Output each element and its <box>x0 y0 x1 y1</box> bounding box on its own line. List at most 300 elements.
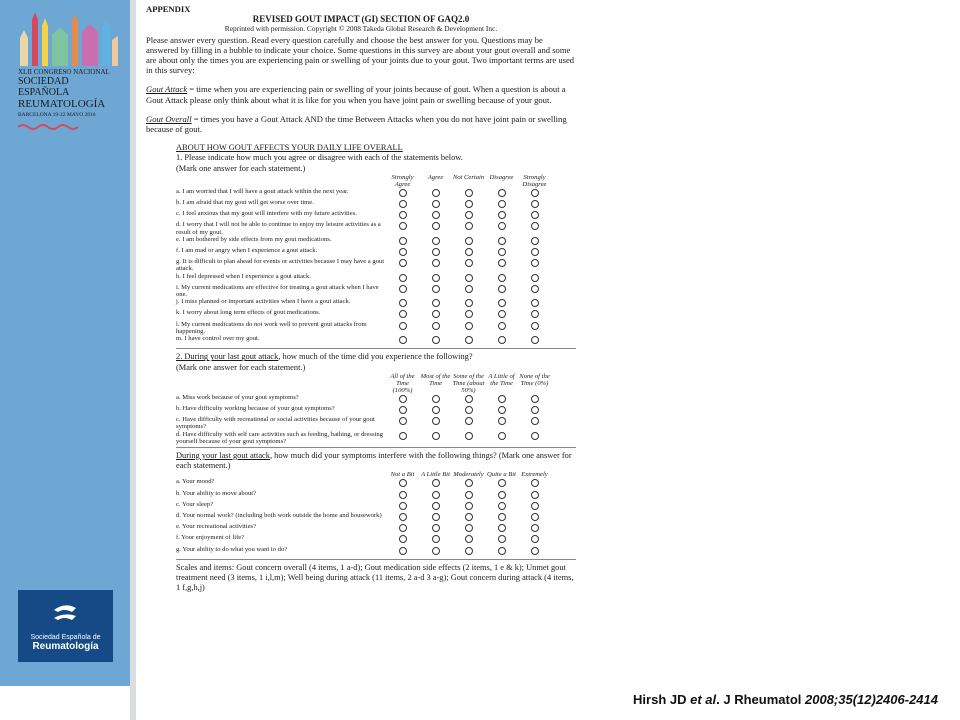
answer-bubble-icon <box>465 259 473 267</box>
answer-cell <box>485 199 518 210</box>
answer-cell <box>485 431 518 445</box>
answer-cell <box>386 534 419 545</box>
answer-cell <box>485 321 518 335</box>
citation-journal: . J Rheumatol <box>716 692 805 707</box>
answer-bubble-icon <box>498 248 506 256</box>
answer-bubble-icon <box>465 524 473 532</box>
answer-cell <box>485 546 518 557</box>
table-row <box>176 416 551 430</box>
table-row <box>176 247 551 258</box>
answer-cell <box>419 431 452 445</box>
section3-heading-underlined: During your last gout attack <box>176 450 270 460</box>
ser-emblem-icon <box>50 602 80 626</box>
answer-cell <box>452 523 485 534</box>
column-header: Extremely <box>521 471 548 479</box>
answer-bubble-icon <box>465 417 473 425</box>
answer-bubble-icon <box>531 502 539 510</box>
answer-cell <box>518 199 551 210</box>
answer-bubble-icon <box>531 432 539 440</box>
answer-bubble-icon <box>465 248 473 256</box>
answer-cell <box>386 512 419 523</box>
table-row <box>176 490 551 501</box>
table-header-row <box>176 373 551 394</box>
answer-bubble-icon <box>465 502 473 510</box>
answer-cell <box>386 210 419 221</box>
section3-heading <box>176 451 576 471</box>
answer-cell <box>518 221 551 235</box>
answer-bubble-icon <box>531 222 539 230</box>
answer-cell <box>452 247 485 258</box>
answer-bubble-icon <box>531 491 539 499</box>
answer-cell <box>452 309 485 320</box>
answer-bubble-icon <box>399 417 407 425</box>
answer-cell <box>452 284 485 298</box>
header-spacer <box>176 174 386 188</box>
answer-cell <box>485 247 518 258</box>
answer-cell <box>419 490 452 501</box>
answer-bubble-icon <box>465 336 473 344</box>
answer-cell <box>419 273 452 284</box>
answer-cell <box>485 394 518 405</box>
answer-bubble-icon <box>531 535 539 543</box>
answer-bubble-icon <box>465 479 473 487</box>
answer-cell <box>386 284 419 298</box>
table-row <box>176 394 551 405</box>
column-header: Agree <box>427 173 444 181</box>
sidebar-divider <box>130 0 136 720</box>
section2-instruction: (Mark one answer for each statement.) <box>176 362 306 372</box>
answer-cell <box>485 284 518 298</box>
answer-bubble-icon <box>498 336 506 344</box>
header-spacer <box>176 373 386 394</box>
answer-cell <box>386 394 419 405</box>
citation-authors: Hirsh JD <box>633 692 691 707</box>
answer-cell <box>452 210 485 221</box>
answer-cell <box>452 512 485 523</box>
answer-cell <box>452 298 485 309</box>
answer-cell <box>452 188 485 199</box>
answer-bubble-icon <box>465 547 473 555</box>
answer-cell <box>386 236 419 247</box>
answer-bubble-icon <box>432 189 440 197</box>
answer-bubble-icon <box>432 479 440 487</box>
answer-bubble-icon <box>432 200 440 208</box>
answer-bubble-icon <box>432 211 440 219</box>
answer-bubble-icon <box>498 322 506 330</box>
answer-bubble-icon <box>399 491 407 499</box>
answer-cell <box>386 490 419 501</box>
answer-cell <box>485 416 518 430</box>
answer-bubble-icon <box>399 248 407 256</box>
answer-cell <box>452 416 485 430</box>
section2-heading <box>176 352 576 362</box>
answer-cell <box>419 512 452 523</box>
answer-bubble-icon <box>531 547 539 555</box>
answer-cell <box>452 258 485 272</box>
answer-cell <box>485 534 518 545</box>
item-statement: b. Have difficulty working because of your gout symptoms? <box>176 404 335 412</box>
table-row <box>176 523 551 534</box>
answer-cell <box>518 394 551 405</box>
answer-cell <box>386 546 419 557</box>
answer-cell <box>485 258 518 272</box>
answer-cell <box>419 534 452 545</box>
answer-bubble-icon <box>432 491 440 499</box>
answer-cell <box>452 534 485 545</box>
section1-instruction: (Mark one answer for each statement.) <box>176 163 306 173</box>
item-statement: a. I am worried that I will have a gout attack within the next year. <box>176 187 349 195</box>
divider <box>176 559 576 560</box>
ser-logo-line-1: Sociedad Española de <box>30 634 101 641</box>
answer-bubble-icon <box>465 310 473 318</box>
item-statement: m. I have control over my gout. <box>176 335 260 343</box>
answer-cell <box>518 309 551 320</box>
divider <box>176 348 576 349</box>
answer-cell <box>485 523 518 534</box>
citation-ref: 2008;35(12)2406-2414 <box>805 692 938 707</box>
scales-and-items: Scales and items: Gout concern overall (4 items, 1 a-d); Gout medication side effects (2 items, 1 e & k); Unmet gout treatment need (3 items, 1 i,l,m); Well being during attack (11 items, 2 a-d 3 a-g); Gout concern during attack (4 items, 1 f,g,h,j) <box>176 562 574 593</box>
answer-cell <box>386 335 419 346</box>
answer-bubble-icon <box>531 237 539 245</box>
answer-bubble-icon <box>531 322 539 330</box>
answer-bubble-icon <box>498 200 506 208</box>
answer-bubble-icon <box>399 310 407 318</box>
answer-cell <box>386 273 419 284</box>
answer-bubble-icon <box>399 336 407 344</box>
answer-bubble-icon <box>399 502 407 510</box>
answer-cell <box>419 210 452 221</box>
sidebar <box>0 0 130 686</box>
answer-bubble-icon <box>498 222 506 230</box>
table-row <box>176 221 551 235</box>
answer-cell <box>419 221 452 235</box>
answer-bubble-icon <box>498 259 506 267</box>
answer-bubble-icon <box>465 200 473 208</box>
answer-bubble-icon <box>399 322 407 330</box>
answer-bubble-icon <box>498 491 506 499</box>
answer-cell <box>419 309 452 320</box>
answer-bubble-icon <box>465 395 473 403</box>
table-row <box>176 199 551 210</box>
answer-bubble-icon <box>432 524 440 532</box>
answer-cell <box>419 236 452 247</box>
answer-cell <box>518 431 551 445</box>
document-title-text: REVISED GOUT IMPACT (GI) SECTION OF GAQ2.0 <box>252 14 470 25</box>
item-statement: k. I worry about long term effects of gout medications. <box>176 309 321 317</box>
item-statement: d. Have difficulty with self care activities such as feeding, bathing, or dressing yourself because of your gout symptoms? <box>176 430 383 445</box>
answer-bubble-icon <box>399 222 407 230</box>
answer-bubble-icon <box>465 211 473 219</box>
item-statement: b. I am afraid that my gout will get worse over time. <box>176 199 314 207</box>
answer-bubble-icon <box>432 502 440 510</box>
column-header: Quite a Bit <box>487 471 516 479</box>
answer-cell <box>518 236 551 247</box>
column-header: Some of the Time (about 50%) <box>452 372 485 394</box>
answer-bubble-icon <box>432 406 440 414</box>
answer-bubble-icon <box>465 285 473 293</box>
scanned-appendix-document <box>146 4 576 593</box>
section2-table <box>176 373 551 445</box>
item-statement: d. I worry that I will not be able to continue to enjoy my leisure activities as a result of my gout. <box>176 221 381 236</box>
item-statement: c. I feel anxious that my gout will interfere with my future activities. <box>176 210 357 218</box>
answer-cell <box>485 501 518 512</box>
column-header: Moderately <box>453 471 484 479</box>
section3-heading-rest: , how much did your symptoms interfere with the following things? (Mark one answer for each statement.) <box>176 450 572 471</box>
answer-cell <box>419 394 452 405</box>
answer-cell <box>419 523 452 534</box>
answer-cell <box>485 478 518 489</box>
item-statement: g. Your ability to do what you want to do? <box>176 545 288 553</box>
answer-cell <box>419 258 452 272</box>
answer-bubble-icon <box>465 274 473 282</box>
answer-bubble-icon <box>465 237 473 245</box>
answer-bubble-icon <box>399 189 407 197</box>
answer-bubble-icon <box>399 432 407 440</box>
answer-cell <box>485 188 518 199</box>
column-header: Disagree <box>489 173 514 181</box>
divider <box>176 447 576 448</box>
answer-cell <box>518 512 551 523</box>
answer-cell <box>485 309 518 320</box>
answer-bubble-icon <box>432 336 440 344</box>
item-statement: e. Your recreational activities? <box>176 523 257 531</box>
answer-bubble-icon <box>531 417 539 425</box>
table-row <box>176 405 551 416</box>
answer-bubble-icon <box>399 406 407 414</box>
answer-bubble-icon <box>531 395 539 403</box>
ser-logo-line-2: Reumatología <box>32 641 99 652</box>
answer-cell <box>452 431 485 445</box>
answer-bubble-icon <box>432 432 440 440</box>
answer-bubble-icon <box>465 406 473 414</box>
answer-cell <box>485 273 518 284</box>
column-header: All of the Time (100%) <box>390 372 415 394</box>
answer-cell <box>419 298 452 309</box>
answer-cell <box>419 335 452 346</box>
answer-cell <box>419 199 452 210</box>
table-row <box>176 478 551 489</box>
table-header-row <box>176 471 551 478</box>
table-row <box>176 210 551 221</box>
gout-attack-text: = time when you are experiencing pain or swelling of your joints because of gout. When a question is about a Gout Attack please only think about what it is like for you when you have joint pain or swelling because of your gout. <box>146 84 566 105</box>
answer-cell <box>386 247 419 258</box>
header-spacer <box>176 471 386 478</box>
congress-logo <box>18 68 122 136</box>
answer-bubble-icon <box>531 479 539 487</box>
answer-bubble-icon <box>432 248 440 256</box>
answer-cell <box>518 405 551 416</box>
answer-bubble-icon <box>399 513 407 521</box>
answer-bubble-icon <box>465 322 473 330</box>
answer-cell <box>518 321 551 335</box>
answer-cell <box>485 298 518 309</box>
answer-bubble-icon <box>399 211 407 219</box>
citation <box>633 692 938 707</box>
answer-bubble-icon <box>399 285 407 293</box>
section3-table <box>176 471 551 556</box>
answer-cell <box>518 478 551 489</box>
gout-overall-definition <box>146 114 576 134</box>
section2-heading-rest: , how much of the time did you experience the following? <box>278 352 473 362</box>
barcelona-skyline-logo <box>14 8 122 68</box>
item-statement: f. I am mad or angry when I experience a gout attack. <box>176 247 318 255</box>
answer-cell <box>485 221 518 235</box>
answer-bubble-icon <box>531 211 539 219</box>
table-row <box>176 258 551 272</box>
answer-bubble-icon <box>498 310 506 318</box>
answer-bubble-icon <box>432 547 440 555</box>
answer-bubble-icon <box>498 513 506 521</box>
answer-bubble-icon <box>498 237 506 245</box>
answer-bubble-icon <box>498 285 506 293</box>
answer-cell <box>419 478 452 489</box>
table-row <box>176 501 551 512</box>
answer-cell <box>419 284 452 298</box>
answer-cell <box>518 523 551 534</box>
answer-bubble-icon <box>498 432 506 440</box>
answer-bubble-icon <box>498 395 506 403</box>
answer-bubble-icon <box>498 417 506 425</box>
answer-cell <box>485 490 518 501</box>
table-header-row <box>176 174 551 188</box>
table-row <box>176 321 551 335</box>
table-row <box>176 188 551 199</box>
answer-bubble-icon <box>432 299 440 307</box>
answer-cell <box>452 546 485 557</box>
citation-etal: et al <box>690 692 717 707</box>
item-statement: c. Have difficulty with recreational or social activities because of your gout symptoms? <box>176 416 375 431</box>
section1-table <box>176 174 551 346</box>
answer-cell <box>485 335 518 346</box>
table-row <box>176 534 551 545</box>
answer-bubble-icon <box>465 491 473 499</box>
column-header: Strongly Disagree <box>522 173 547 188</box>
answer-cell <box>518 188 551 199</box>
answer-cell <box>386 321 419 335</box>
answer-cell <box>386 188 419 199</box>
answer-bubble-icon <box>498 524 506 532</box>
table-row <box>176 273 551 284</box>
appendix-label: APPENDIX <box>146 4 191 14</box>
answer-bubble-icon <box>531 274 539 282</box>
item-statement: l. My current medications do not work well to prevent gout attacks from happening. <box>176 320 367 335</box>
answer-cell <box>452 236 485 247</box>
answer-bubble-icon <box>531 299 539 307</box>
answer-cell <box>518 210 551 221</box>
answer-cell <box>419 501 452 512</box>
answer-cell <box>518 416 551 430</box>
item-statement: j. I miss planned or important activities when I have a gout attack. <box>176 298 351 306</box>
answer-cell <box>386 523 419 534</box>
answer-bubble-icon <box>399 274 407 282</box>
answer-cell <box>452 490 485 501</box>
answer-bubble-icon <box>498 299 506 307</box>
answer-cell <box>518 247 551 258</box>
document-title <box>146 14 576 24</box>
answer-bubble-icon <box>399 547 407 555</box>
column-header: A Little of the Time <box>488 372 515 387</box>
answer-cell <box>518 284 551 298</box>
answer-bubble-icon <box>399 259 407 267</box>
answer-cell <box>518 298 551 309</box>
answer-bubble-icon <box>432 417 440 425</box>
gout-overall-term: Gout Overall <box>146 113 192 124</box>
answer-bubble-icon <box>399 535 407 543</box>
answer-bubble-icon <box>432 535 440 543</box>
answer-bubble-icon <box>399 479 407 487</box>
answer-bubble-icon <box>465 189 473 197</box>
answer-bubble-icon <box>531 310 539 318</box>
item-statement: a. Miss work because of your gout symptoms? <box>176 393 299 401</box>
answer-cell <box>419 188 452 199</box>
answer-cell <box>518 501 551 512</box>
congress-line-3: REUMATOLOGÍA <box>18 98 106 110</box>
answer-cell <box>386 431 419 445</box>
item-statement: e. I am bothered by side effects from my gout medications. <box>176 235 332 243</box>
answer-cell <box>518 490 551 501</box>
reprint-notice: Reprinted with permission. Copyright © 2008 Takeda Global Research & Development Inc. <box>224 24 498 34</box>
table-row <box>176 284 551 298</box>
answer-cell <box>419 321 452 335</box>
section1-heading: ABOUT HOW GOUT AFFECTS YOUR DAILY LIFE OVERALL <box>176 143 403 153</box>
answer-cell <box>386 405 419 416</box>
answer-bubble-icon <box>432 285 440 293</box>
table-row <box>176 309 551 320</box>
answer-bubble-icon <box>531 189 539 197</box>
intro-paragraph: Please answer every question. Read every question carefully and choose the best answer for you. Questions may be answered by filling in a bubble to indicate your choice. Some questions in this survey are about your gout overall and some are about only the times you are experiencing pain or swelling of your joints due to your gout. Two important terms are used in this survey: <box>146 34 575 76</box>
answer-bubble-icon <box>531 200 539 208</box>
answer-cell <box>452 321 485 335</box>
answer-bubble-icon <box>531 524 539 532</box>
answer-bubble-icon <box>531 259 539 267</box>
answer-cell <box>452 335 485 346</box>
congress-line-2: SOCIEDAD ESPAÑOLA <box>18 76 70 98</box>
gout-attack-definition <box>146 84 576 104</box>
answer-bubble-icon <box>531 285 539 293</box>
answer-bubble-icon <box>498 547 506 555</box>
gout-overall-text: = times you have a Gout Attack AND the time Between Attacks when you do not have joint pain or swelling because of gout. <box>146 113 567 135</box>
answer-bubble-icon <box>531 336 539 344</box>
answer-cell <box>419 247 452 258</box>
answer-cell <box>386 221 419 235</box>
item-statement: b. Your ability to move about? <box>176 489 257 497</box>
answer-cell <box>386 416 419 430</box>
answer-bubble-icon <box>531 406 539 414</box>
wave-icon <box>18 123 78 131</box>
item-statement: d. Your normal work? (including both work outside the home and housework) <box>176 511 382 519</box>
answer-bubble-icon <box>498 189 506 197</box>
item-statement: g. It is difficult to plan ahead for events or activities because I may have a gout attack. <box>176 258 385 273</box>
answer-cell <box>386 298 419 309</box>
answer-cell <box>386 258 419 272</box>
answer-bubble-icon <box>399 524 407 532</box>
answer-bubble-icon <box>498 274 506 282</box>
answer-cell <box>452 405 485 416</box>
table-row <box>176 236 551 247</box>
answer-bubble-icon <box>465 513 473 521</box>
answer-bubble-icon <box>498 406 506 414</box>
item-statement: a. Your mood? <box>176 478 215 486</box>
congress-line-1: XLII CONGRESO NACIONAL <box>18 68 110 76</box>
answer-cell <box>485 512 518 523</box>
section2-heading-underlined: 2. During your last gout attack <box>176 352 279 362</box>
answer-cell <box>485 236 518 247</box>
answer-cell <box>419 416 452 430</box>
answer-bubble-icon <box>531 248 539 256</box>
answer-bubble-icon <box>498 479 506 487</box>
answer-bubble-icon <box>432 259 440 267</box>
column-header: Not Certain <box>452 173 485 181</box>
